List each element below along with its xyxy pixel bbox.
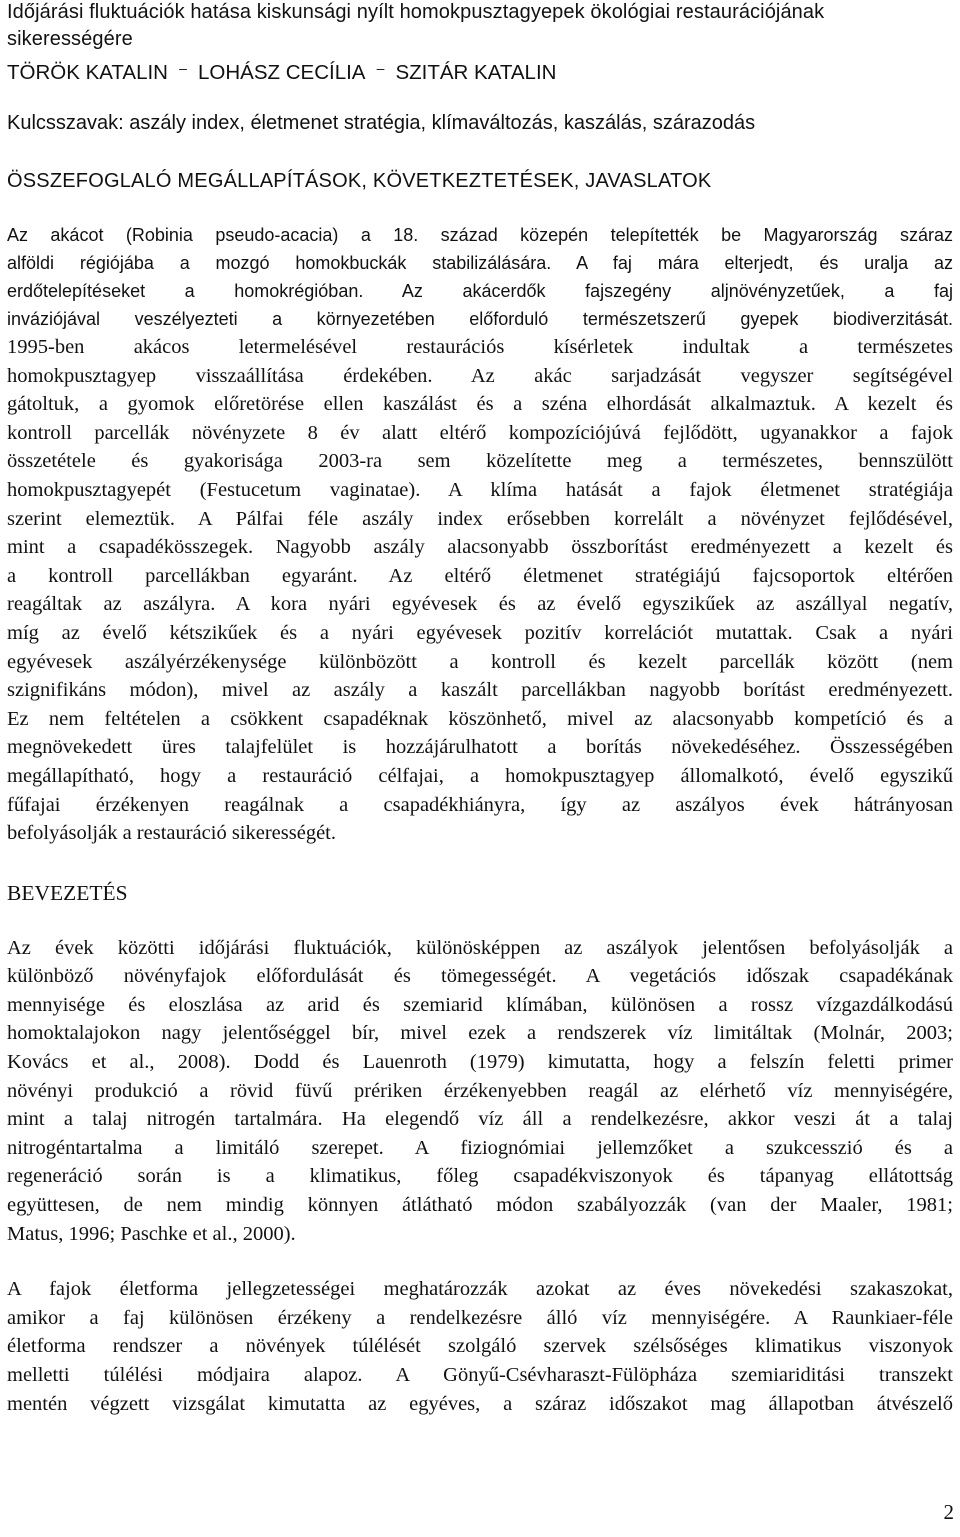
body-line: Kovács et al., 2008). Dodd és Lauenroth (1979) kimutatta, hogy a felszín feletti primer: [7, 1051, 953, 1074]
author-name: SZITÁR KATALIN: [395, 61, 557, 84]
body-line: együttesen, de nem mindig könnyen átlátható módon szabályozzák (van der Maaler, 1981;: [7, 1194, 953, 1217]
author-separator: –: [179, 60, 187, 76]
author-name: TÖRÖK KATALIN: [7, 61, 168, 84]
body-line: szerint elemeztük. A Pálfai féle aszály index erősebben korrelált a növényzet fejlődésével,: [7, 507, 953, 530]
document-page: [7, 0, 953, 1418]
body-line: mentén végzett vizsgálat kimutatta az egyéves, a száraz időszakot mag állapotban átvészelő: [7, 1392, 953, 1415]
body-line: megállapítható, hogy a restauráció célfajai, a homokpusztagyep állomalkotó, évelő egyszikű: [7, 764, 953, 787]
body-line: homoktalajokon nagy jelentőséggel bír, mivel ezek a rendszerek víz limitáltak (Molnár, 2003;: [7, 1022, 953, 1045]
body-line: reagáltak az aszályra. A kora nyári egyévesek és az évelő egyszikűek az aszállyal negatív,: [7, 593, 953, 616]
body-line: mennyisége és eloszlása az arid és szemiarid klímában, különösen a rossz vízgazdálkodású: [7, 993, 953, 1016]
author-name: LOHÁSZ CECÍLIA: [198, 61, 366, 84]
body-line: összetétele és gyakorisága 2003-ra sem közelítette meg a természetes, bennszülött: [7, 450, 953, 473]
body-line: Ez nem feltételen a csökkent csapadéknak köszönhető, mivel az alacsonyabb kompetíció és a: [7, 707, 953, 730]
intro-paragraph: [7, 934, 953, 1249]
body-line: különböző növényfajok előfordulását és tömegességét. A vegetációs időszak csapadékának: [7, 965, 953, 988]
abstract-line: inváziójával veszélyezteti a környezetében előforduló természetszerű gyepek biodiverzitását.: [7, 309, 953, 329]
abstract-line: erdőtelepítéseket a homokrégióban. Az akácerdők fajszegény aljnövényzetűek, a faj: [7, 281, 953, 301]
abstract-line: Az akácot (Robinia pseudo-acacia) a 18. század közepén telepítették be Magyarország száraz: [7, 225, 953, 245]
body-line: Az évek közötti időjárási fluktuációk, különösképpen az aszályok jelentősen befolyásolják a: [7, 936, 953, 959]
abstract: [7, 221, 953, 333]
body-line: kontroll parcellák növényzete 8 év alatt eltérő kompozíciójúvá fejlődött, ugyanakkor a fajok: [7, 421, 953, 444]
author-separator: –: [376, 60, 385, 76]
body-line: fűfajai érzékenyen reagálnak a csapadékhiányra, így az aszályos évek hátrányosan: [7, 793, 953, 816]
body-line: befolyásolják a restauráció sikerességét.: [7, 822, 337, 845]
body-line: növényi produkció a rövid füvű prériken érzékenyebben reagál az elérhető víz mennyiségére,: [7, 1079, 953, 1102]
body-line: egyévesek aszályérzékenysége különbözött a kontroll és kezelt parcellák között (nem: [7, 650, 953, 673]
body-line: homokpusztagyep visszaállítása érdekében. Az akác sarjadzását vegyszer segítségével: [7, 364, 953, 387]
paper-title: [7, 0, 953, 53]
title-line: sikerességére: [7, 28, 133, 50]
keywords: Kulcsszavak: aszály index, életmenet stratégia, klímaváltozás, kaszálás, szárazodás: [7, 112, 756, 134]
body-line: életforma rendszer a növények túlélését szolgáló szervek szélsőséges klimatikus viszonyok: [7, 1335, 953, 1358]
body-line: mint a talaj nitrogén tartalmára. Ha elegendő víz áll a rendelkezésre, akkor veszi át a talaj: [7, 1108, 953, 1131]
body-line: megnövekedett üres talajfelület is hozzájárulhatott a borítás növekedéséhez. Összességében: [7, 736, 953, 759]
intro-paragraph: [7, 1275, 953, 1418]
abstract-body: [7, 333, 953, 848]
body-line: a kontroll parcellákban egyaránt. Az eltérő életmenet stratégiájú fajcsoportok eltérően: [7, 564, 953, 587]
abstract-heading: ÖSSZEFOGLALÓ MEGÁLLAPÍTÁSOK, KÖVETKEZTETÉSEK, JAVASLATOK: [7, 170, 712, 192]
body-line: homokpusztagyepét (Festucetum vaginatae). A klíma hatását a fajok életmenet stratégiája: [7, 478, 953, 501]
author-list: [7, 55, 953, 86]
body-line: regeneráció során is a klimatikus, főleg csapadékviszonyok és tápanyag ellátottság: [7, 1165, 953, 1188]
page-number: 2: [943, 1500, 954, 1524]
body-line: Matus, 1996; Paschke et al., 2000).: [7, 1222, 296, 1245]
body-line: melletti túlélési módjaira alapoz. A Gönyű-Csévharaszt-Fülöpháza szemiariditási transzekt: [7, 1364, 953, 1386]
body-line: amikor a faj különösen érzékeny a rendelkezésre álló víz mennyiségére. A Raunkiaer-féle: [7, 1306, 953, 1329]
body-line: nitrogéntartalma a limitáló szerepet. A fiziognómiai jellemzőket a szukcesszió és a: [7, 1136, 953, 1159]
body-line: szignifikáns módon), mivel az aszály a kaszált parcellákban nagyobb borítást eredményezett.: [7, 679, 953, 702]
section-heading-introduction: BEVEZETÉS: [7, 880, 128, 905]
title-line: Időjárási fluktuációk hatása kiskunsági nyílt homokpusztagyepek ökológiai restaurációjának: [7, 1, 825, 23]
body-line: 1995-ben akácos letermelésével restaurációs kísérletek indultak a természetes: [7, 336, 953, 358]
body-line: mint a csapadékösszegek. Nagyobb aszály alacsonyabb összborítást eredményezett a kezelt és: [7, 536, 953, 559]
body-line: míg az évelő kétszikűek és a nyári egyévesek pozitív korrelációt mutattak. Csak a nyári: [7, 621, 953, 644]
body-line: A fajok életforma jellegzetességei meghatározzák azokat az éves növekedési szakaszokat,: [7, 1278, 953, 1301]
abstract-line: alföldi régiójába a mozgó homokbuckák stabilizálására. A faj mára elterjedt, és uralja az: [7, 253, 953, 273]
body-line: gátoltuk, a gyomok előretörése ellen kaszálást és a széna elhordását alkalmaztuk. A kezelt és: [7, 393, 953, 416]
